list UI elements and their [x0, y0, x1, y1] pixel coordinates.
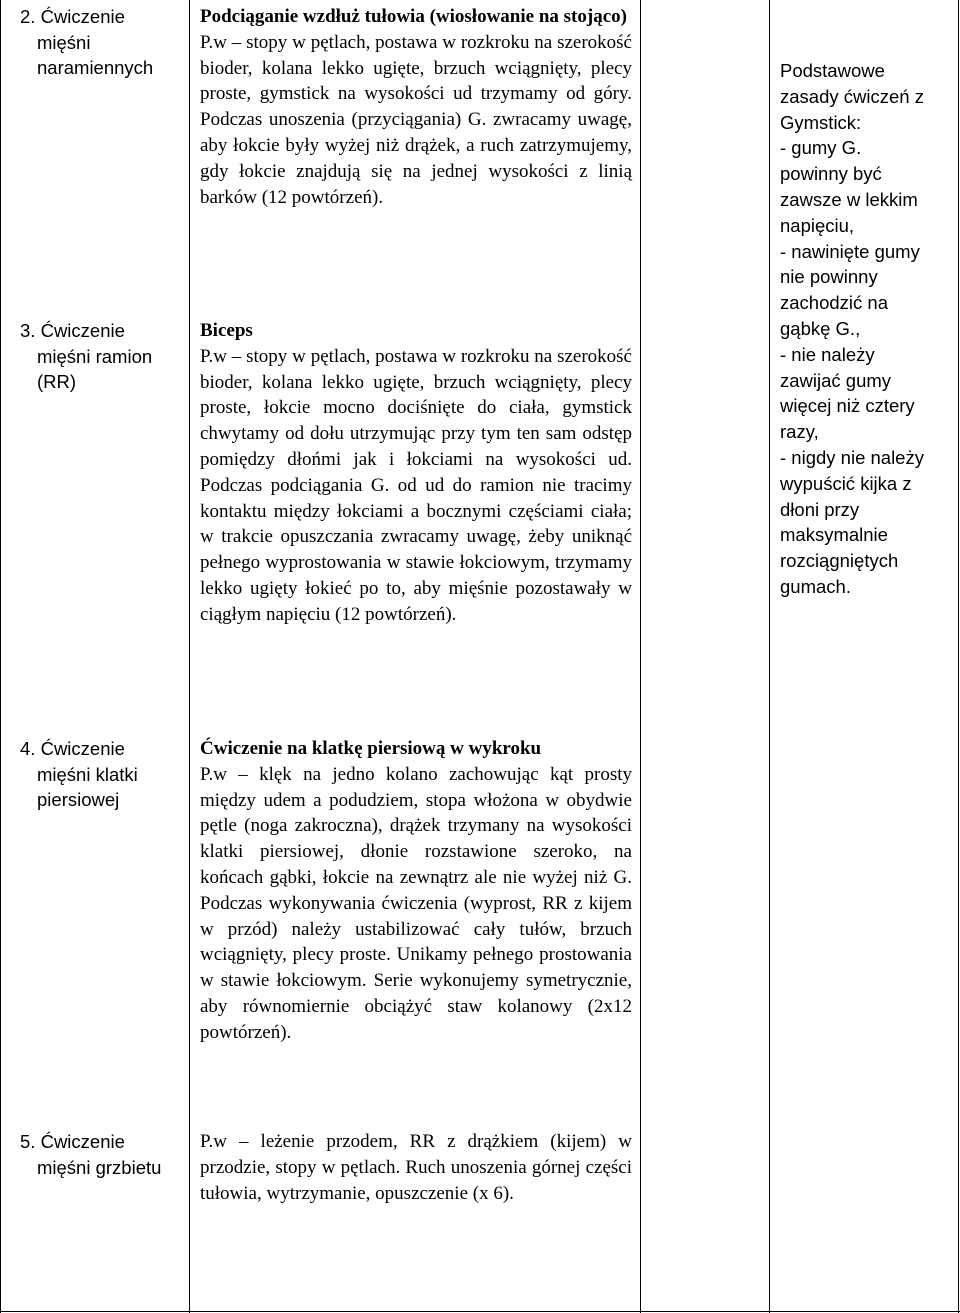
- exercise-number: 4.: [20, 738, 36, 759]
- exercise-label-line1: Ćwiczenie: [40, 1131, 125, 1152]
- description-block-arms: [200, 318, 632, 628]
- exercise-label-line2: mięśni klatki: [37, 763, 138, 785]
- rules-line: powinny być: [780, 163, 882, 185]
- rules-line: gąbkę G.,: [780, 317, 861, 339]
- exercise-label-line3: piersiowej: [37, 789, 120, 810]
- table-border-left: [0, 0, 1, 1313]
- column-divider-2: [640, 0, 641, 1313]
- exercise-description: P.w – stopy w pętlach, postawa w rozkroku na szerokość bioder, kolana lekko ugięte, brzuch wciągnięty, plecy proste, gymstick na wysokości ud trzymamy od góry. Podczas unoszenia (przyciągania) G. zwracamy uwagę, aby łokcie były wyżej niż drążek, a ruch zatrzymujemy, gdy łokcie znajdują się na jednej wysokości z linią barków (12 powtórzeń).: [200, 31, 632, 208]
- exercise-label-line2: mięśni: [37, 31, 91, 53]
- rules-line: dłoni przy: [780, 498, 860, 520]
- rules-line: zawsze w lekkim: [780, 188, 918, 210]
- exercise-label-line1: Ćwiczenie: [40, 6, 125, 27]
- rules-line: gumach.: [780, 575, 851, 597]
- description-block-chest: [200, 736, 632, 1046]
- rules-line: zasady ćwiczeń z: [780, 85, 924, 107]
- rules-line: - gumy G.: [780, 137, 862, 159]
- rules-line: wypuścić kijka z: [780, 472, 912, 494]
- rules-line: napięciu,: [780, 214, 855, 236]
- description-block-back: [200, 1129, 632, 1206]
- rules-line: rozciągniętych: [780, 550, 899, 572]
- exercise-label-line2: mięśni ramion: [37, 345, 153, 367]
- rules-line: zawijać gumy: [780, 369, 892, 391]
- rules-line: razy,: [780, 421, 819, 443]
- rules-line: - nie należy: [780, 343, 875, 365]
- exercise-name-item-2: [20, 4, 180, 81]
- exercise-label-line1: Ćwiczenie: [40, 738, 125, 759]
- exercise-description: P.w – leżenie przodem, RR z drążkiem (kijem) w przodzie, stopy w pętlach. Ruch unoszenia górnej części tułowia, wytrzymanie, opuszczenie (x 6).: [200, 1131, 632, 1204]
- table-border-bottom: [0, 1311, 960, 1312]
- description-block-shoulders: [200, 4, 632, 210]
- rules-line: więcej niż cztery: [780, 395, 915, 417]
- exercise-title: Ćwiczenie na klatkę piersiową w wykroku: [200, 738, 542, 759]
- column-divider-3: [769, 0, 770, 1313]
- column-divider-1: [189, 0, 190, 1313]
- rules-line: nie powinny: [780, 266, 878, 288]
- rules-line: - nigdy nie należy: [780, 446, 924, 468]
- exercise-label-line1: Ćwiczenie: [40, 320, 125, 341]
- exercise-label-line3: (RR): [37, 371, 77, 392]
- basic-rules-note: [780, 58, 950, 600]
- rules-line: - nawinięte gumy: [780, 240, 920, 262]
- rules-line: Gymstick:: [780, 111, 862, 133]
- exercise-name-item-3: [20, 318, 180, 395]
- exercise-label-line2: mięśni grzbietu: [37, 1156, 162, 1178]
- exercise-title: Biceps: [200, 320, 253, 341]
- exercise-description: P.w – stopy w pętlach, postawa w rozkroku na szerokość bioder, kolana lekko ugięte, brzuch wciągnięty, plecy proste, łokcie mocno dociśnięte do ciała, gymstick chwytamy od dołu utrzymując przy tym ten sam odstęp pomiędzy dłońmi jak i łokciami na wysokości ud. Podczas podciągania G. od ud do ramion nie tracimy kontaktu między łokciami a bocznymi częściami ciała; w trakcie opuszczania zwracamy uwagę, żeby uniknąć pełnego wyprostowania w stawie łokciowym, trzymamy lekko ugięty łokieć po to, aby mięśnie pozostawały w ciągłym napięciu (12 powtórzeń).: [200, 345, 632, 625]
- exercise-number: 2.: [20, 6, 36, 27]
- rules-line: maksymalnie: [780, 524, 888, 546]
- exercise-name-item-5: [20, 1129, 180, 1180]
- exercise-number: 5.: [20, 1131, 36, 1152]
- exercise-name-item-4: [20, 736, 180, 813]
- exercise-label-line3: naramiennych: [37, 57, 154, 78]
- rules-line: Podstawowe: [780, 60, 885, 81]
- exercise-description: P.w – klęk na jedno kolano zachowując kąt prosty między udem a podudziem, stopa włożona w obydwie pętle (noga zakroczna), drążek trzymany na wysokości klatki piersiowej, dłonie rozstawione szeroko, na końcach gąbki, łokcie na zewnątrz ale nie wyżej niż G. Podczas wykonywania ćwiczenia (wyprost, RR z kijem w przód) należy ustabilizować cały tułów, brzuch wciągnięty, plecy proste. Unikamy pełnego prostowania w stawie łokciowym. Serie wykonujemy symetrycznie, aby równomiernie obciążyć staw kolanowy (2x12 powtórzeń).: [200, 763, 632, 1043]
- table-border-right: [958, 0, 959, 1313]
- exercise-number: 3.: [20, 320, 36, 341]
- exercise-title: Podciąganie wzdłuż tułowia (wiosłowanie na stojąco): [200, 6, 627, 27]
- rules-line: zachodzić na: [780, 292, 888, 314]
